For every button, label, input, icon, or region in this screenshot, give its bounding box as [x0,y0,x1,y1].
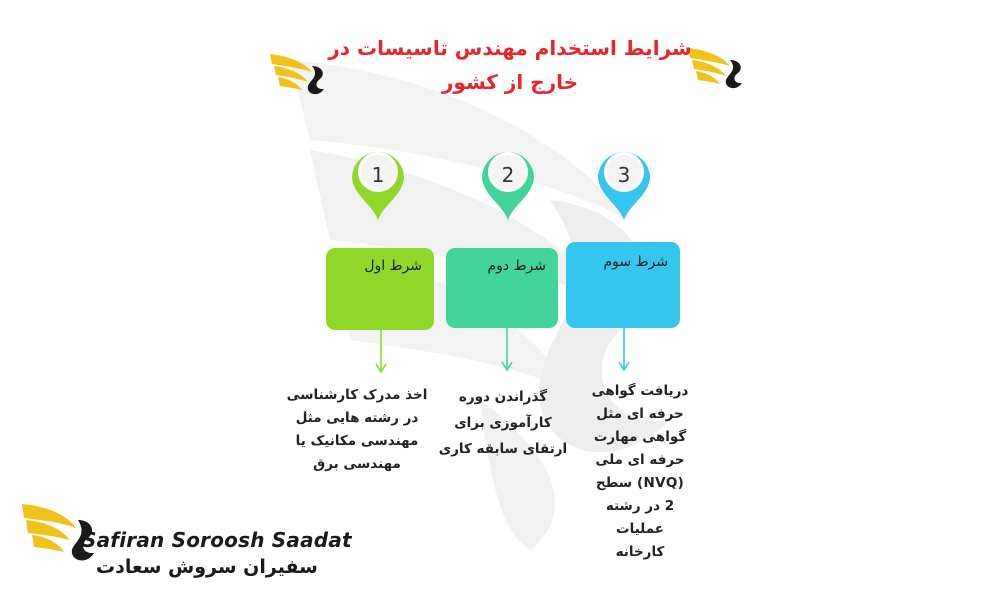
description-line: گواهی مهارت [593,429,687,445]
step-3-number: 3 [617,163,631,187]
condition-2-label: شرط دوم [487,258,546,274]
condition-1-label: شرط اول [364,258,422,274]
step-1-number: 1 [371,163,385,187]
condition-box-3 [566,242,680,328]
description-line: گذراندن دوره [458,389,548,405]
brand-name-fa: سفیران سروش سعادت [96,556,318,578]
description-line: مهندسی مکانیک یا [295,433,419,449]
description-line: حرفه ای ملی [595,452,685,468]
description-line: (NVQ) سطح [595,475,685,491]
description-line: اخذ مدرک کارشناسی [286,387,428,403]
brand-name-en: Safiran Soroosh Saadat [82,528,352,552]
description-line: عملیات [616,521,664,537]
description-line: حرفه ای مثل [596,406,684,422]
page-title: شرایط استخدام مهندس تاسیسات در [328,36,692,60]
condition-box-2 [446,248,558,328]
condition-3-label: شرط سوم [603,254,668,270]
description-line: کارآموزی برای [454,415,552,431]
step-3-description [584,380,696,564]
description-line: کارخانه [615,544,665,560]
description-line: مهندسی برق [313,456,401,472]
step-2-description [430,384,576,462]
arrow-down-icon [500,328,514,374]
description-line: در رشته هایی مثل [295,410,419,426]
description-line: ارتقای سابقه کاری [438,441,568,457]
description-line: 2 در رشته [605,498,675,514]
step-1-description [282,384,432,476]
description-line: دریافت گواهی [591,383,689,399]
arrow-down-icon [617,328,631,374]
arrow-down-icon [374,330,388,376]
condition-box-1 [326,248,434,330]
step-2-number: 2 [501,163,515,187]
page-title-line2: خارج از کشور [441,70,579,94]
